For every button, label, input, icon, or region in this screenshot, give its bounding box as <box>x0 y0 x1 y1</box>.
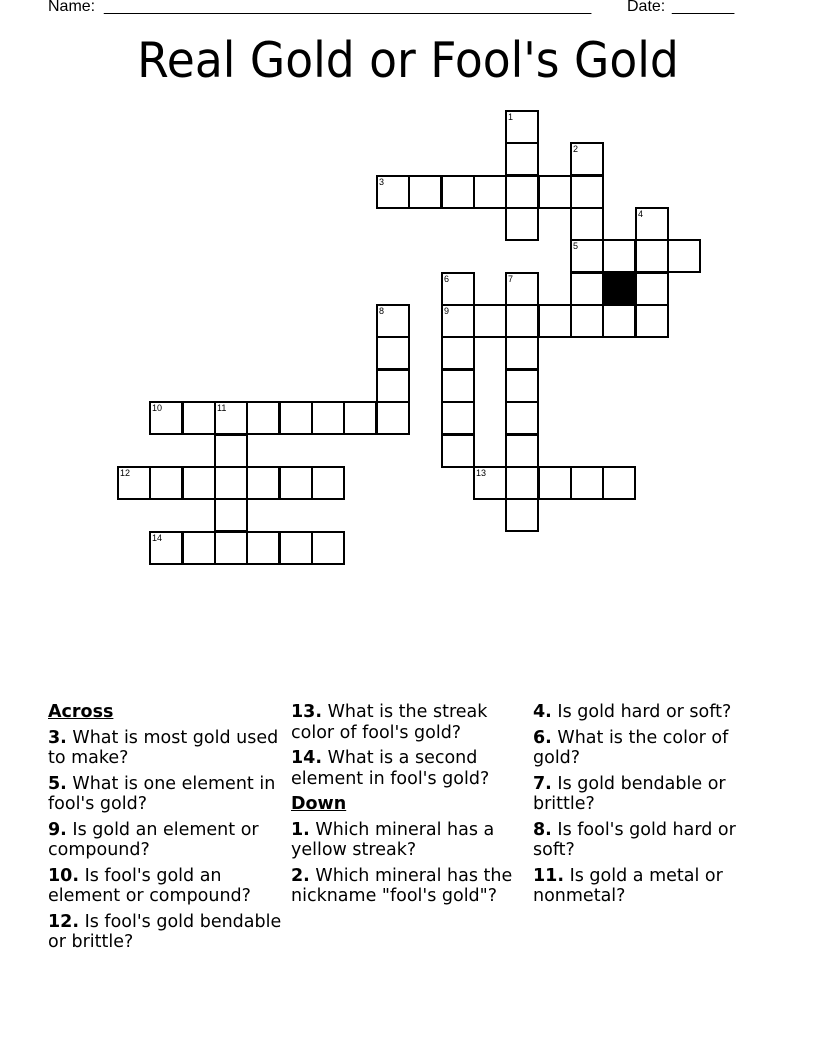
clue-column-3 <box>533 702 768 912</box>
grid-cell[interactable] <box>505 110 539 144</box>
grid-cell[interactable] <box>343 401 377 435</box>
clue-across-3 <box>48 728 283 769</box>
clue-number: 13. <box>291 702 323 722</box>
clue-number-label: 9 <box>444 306 450 316</box>
clue-across-10 <box>48 866 283 907</box>
clue-down-8 <box>533 820 768 861</box>
grid-cell[interactable] <box>538 175 572 209</box>
grid-cell[interactable] <box>311 401 345 435</box>
clue-text: Is gold a metal or nonmetal? <box>533 865 723 906</box>
grid-cell[interactable] <box>311 466 345 500</box>
clue-down-1 <box>291 820 526 861</box>
clue-number-label: 2 <box>573 144 579 154</box>
clue-number: 12. <box>48 911 80 932</box>
grid-cell[interactable] <box>182 531 216 565</box>
clue-text: Is gold hard or soft? <box>557 702 732 722</box>
grid-cell[interactable] <box>570 175 604 209</box>
grid-cell[interactable] <box>441 401 475 435</box>
clue-across-9 <box>48 820 283 861</box>
clue-down-6 <box>533 728 768 769</box>
grid-cell[interactable] <box>505 498 539 532</box>
grid-cell[interactable] <box>311 531 345 565</box>
grid-cell[interactable] <box>182 401 216 435</box>
grid-cell[interactable] <box>279 466 313 500</box>
clue-number: 10. <box>48 865 80 886</box>
grid-cell[interactable] <box>279 531 313 565</box>
grid-cell[interactable] <box>149 401 183 435</box>
grid-cell[interactable] <box>570 142 604 176</box>
clue-text: What is the streak color of fool's gold? <box>291 702 488 743</box>
across-heading: Across <box>48 702 114 722</box>
grid-cell[interactable] <box>667 239 701 273</box>
grid-cell[interactable] <box>505 369 539 403</box>
clue-across-13 <box>291 702 526 743</box>
clue-number-label: 3 <box>379 177 385 187</box>
clue-number: 14. <box>291 748 323 768</box>
clue-number-label: 5 <box>573 241 579 251</box>
grid-cell[interactable] <box>214 466 248 500</box>
clue-number: 7. <box>533 773 552 794</box>
clue-text: What is the color of gold? <box>533 727 729 768</box>
down-heading: Down <box>291 794 347 814</box>
grid-cell[interactable] <box>538 304 572 338</box>
clue-number: 1. <box>291 819 310 840</box>
clue-number: 4. <box>533 702 552 722</box>
grid-cell[interactable] <box>473 175 507 209</box>
clue-number-label: 1 <box>508 112 514 122</box>
grid-cell[interactable] <box>635 207 669 241</box>
grid-cell[interactable] <box>505 272 539 306</box>
clue-number-label: 4 <box>638 209 644 219</box>
clue-column-2 <box>291 702 526 912</box>
clue-number-label: 10 <box>152 403 163 413</box>
page-title: Real Gold or Fool's Gold <box>137 32 679 89</box>
grid-cell[interactable] <box>149 531 183 565</box>
clue-number: 2. <box>291 865 310 886</box>
black-cell <box>602 272 636 306</box>
grid-cell[interactable] <box>505 142 539 176</box>
grid-cell[interactable] <box>214 401 248 435</box>
clue-text: Is fool's gold bendable or brittle? <box>48 911 282 952</box>
grid-cell[interactable] <box>570 207 604 241</box>
grid-cell[interactable] <box>441 369 475 403</box>
clue-number-label: 11 <box>217 403 227 413</box>
date-label: Date: <box>627 0 666 15</box>
grid-cell[interactable] <box>505 175 539 209</box>
grid-cell[interactable] <box>441 336 475 370</box>
clue-column-1 <box>48 702 283 958</box>
name-field[interactable]: ________________________________________________________ <box>104 0 592 15</box>
grid-cell[interactable] <box>473 466 507 500</box>
date-field[interactable]: _______ <box>672 0 735 15</box>
clue-number: 3. <box>48 727 67 748</box>
grid-cell[interactable] <box>246 466 280 500</box>
clue-across-12 <box>48 912 283 953</box>
grid-cell[interactable] <box>441 304 475 338</box>
grid-cell[interactable] <box>602 304 636 338</box>
clue-text: What is a second element in fool's gold? <box>291 748 490 789</box>
clue-text: What is one element in fool's gold? <box>48 773 276 814</box>
clue-across-14 <box>291 748 526 789</box>
grid-cell[interactable] <box>149 466 183 500</box>
clue-down-4 <box>533 702 768 723</box>
grid-cell[interactable] <box>279 401 313 435</box>
grid-cell[interactable] <box>214 434 248 468</box>
grid-cell[interactable] <box>246 401 280 435</box>
clue-number-label: 13 <box>476 468 487 478</box>
grid-cell[interactable] <box>505 336 539 370</box>
grid-cell[interactable] <box>635 239 669 273</box>
grid-cell[interactable] <box>570 272 604 306</box>
grid-cell[interactable] <box>441 272 475 306</box>
clue-number: 11. <box>533 865 565 886</box>
clue-text: What is most gold used to make? <box>48 727 279 768</box>
clue-number: 6. <box>533 727 552 748</box>
grid-cell[interactable] <box>376 336 410 370</box>
grid-cell[interactable] <box>182 466 216 500</box>
clue-number-label: 6 <box>444 274 450 284</box>
clue-number-label: 8 <box>379 306 385 316</box>
grid-cell[interactable] <box>570 239 604 273</box>
grid-cell[interactable] <box>602 466 636 500</box>
grid-cell[interactable] <box>602 239 636 273</box>
grid-cell[interactable] <box>117 466 151 500</box>
grid-cell[interactable] <box>473 304 507 338</box>
clue-number-label: 14 <box>152 533 163 543</box>
clue-down-11 <box>533 866 768 907</box>
clue-number: 5. <box>48 773 67 794</box>
grid-cell[interactable] <box>376 369 410 403</box>
grid-cell[interactable] <box>408 175 442 209</box>
grid-cell[interactable] <box>376 401 410 435</box>
clue-down-2 <box>291 866 526 907</box>
name-label: Name: <box>48 0 96 15</box>
grid-cell[interactable] <box>635 272 669 306</box>
clue-text: Which mineral has the nickname "fool's gold"? <box>291 865 513 906</box>
grid-cell[interactable] <box>635 304 669 338</box>
grid-cell[interactable] <box>376 175 410 209</box>
grid-cell[interactable] <box>214 498 248 532</box>
clue-number: 8. <box>533 819 552 840</box>
grid-cell[interactable] <box>505 401 539 435</box>
grid-cell[interactable] <box>505 304 539 338</box>
grid-cell[interactable] <box>570 466 604 500</box>
clue-text: Is gold an element or compound? <box>48 819 259 860</box>
grid-cell[interactable] <box>538 466 572 500</box>
grid-cell[interactable] <box>441 175 475 209</box>
clue-text: Is gold bendable or brittle? <box>533 773 726 814</box>
clue-text: Is fool's gold an element or compound? <box>48 865 251 906</box>
clue-number-label: 12 <box>120 468 131 478</box>
grid-cell[interactable] <box>505 466 539 500</box>
grid-cell[interactable] <box>246 531 280 565</box>
grid-cell[interactable] <box>505 207 539 241</box>
grid-cell[interactable] <box>376 304 410 338</box>
grid-cell[interactable] <box>441 434 475 468</box>
clue-text: Is fool's gold hard or soft? <box>533 819 736 860</box>
clue-down-7 <box>533 774 768 815</box>
clue-number-label: 7 <box>508 274 514 284</box>
grid-cell[interactable] <box>570 304 604 338</box>
grid-cell[interactable] <box>214 531 248 565</box>
grid-cell[interactable] <box>505 434 539 468</box>
clue-number: 9. <box>48 819 67 840</box>
clue-across-5 <box>48 774 283 815</box>
clue-text: Which mineral has a yellow streak? <box>291 819 495 860</box>
